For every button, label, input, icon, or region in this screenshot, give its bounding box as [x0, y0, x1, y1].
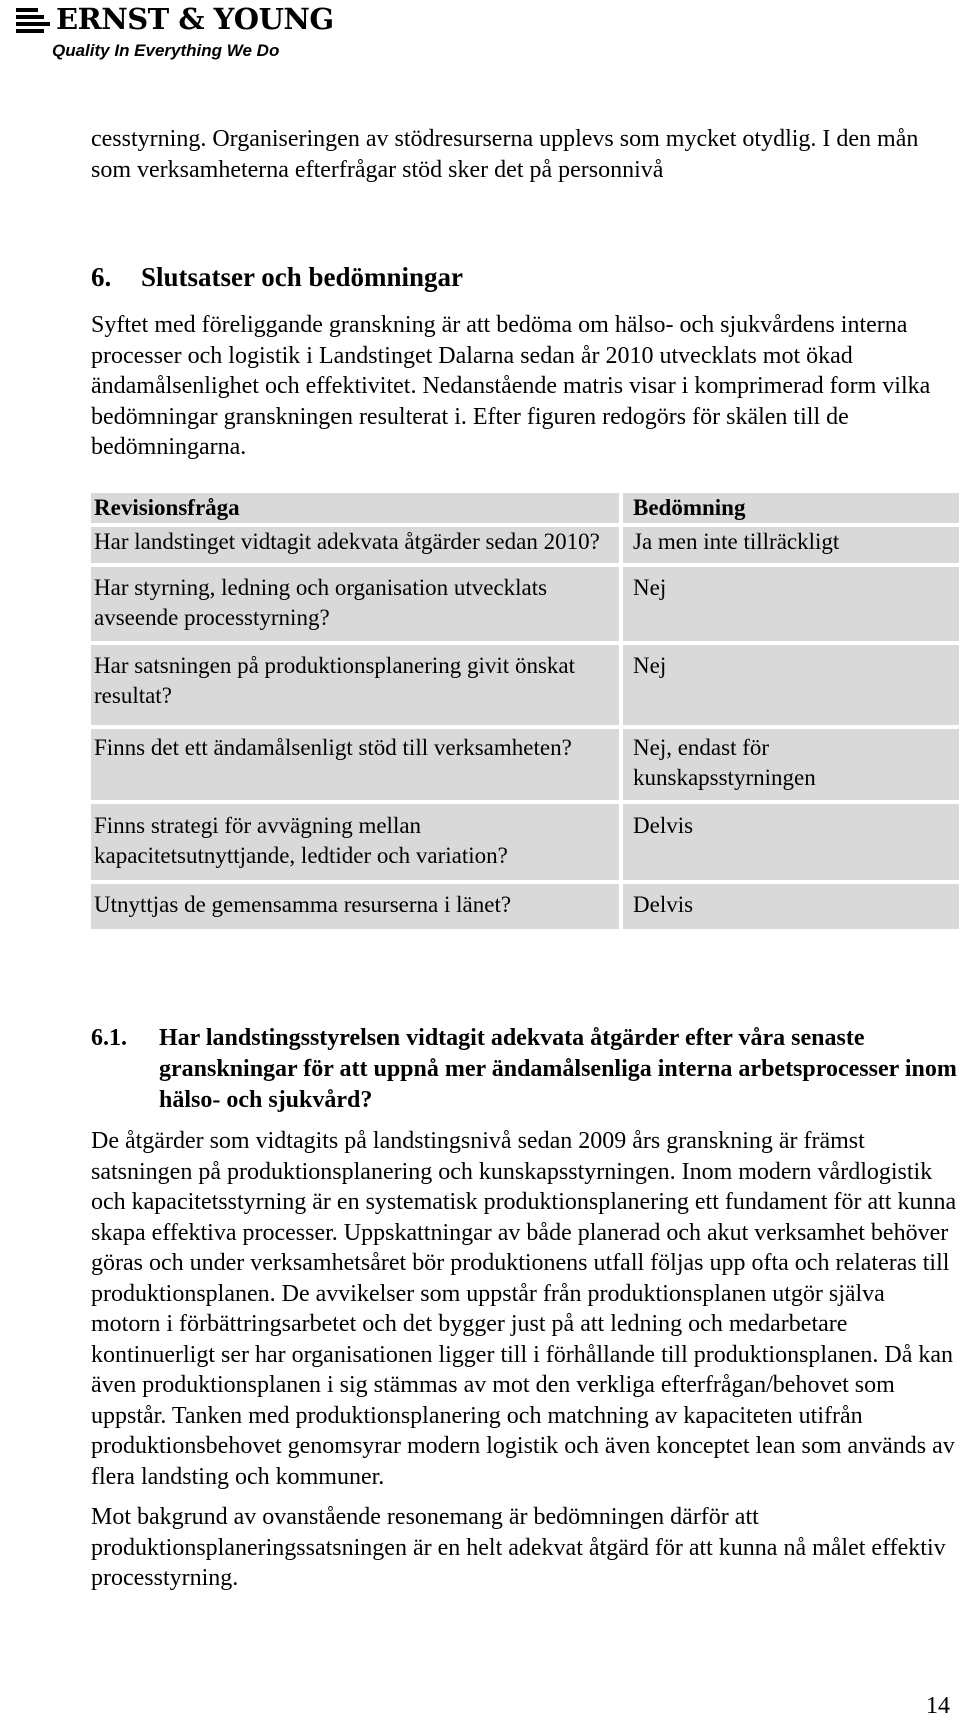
assessment-table — [91, 493, 959, 933]
table-cell-question: Utnyttjas de gemensamma resurserna i länet? — [91, 884, 619, 929]
table-row — [91, 804, 959, 880]
company-name: ERNST & YOUNG — [56, 2, 334, 36]
subsection-heading — [91, 1023, 957, 1116]
section-heading — [91, 262, 463, 293]
section-number: 6. — [91, 262, 112, 292]
subsection-title: Har landstingsstyrelsen vidtagit adekvata åtgärder efter våra senaste granskningar för att uppnå mer ändamålsenliga interna arbetsprocesser inom hälso- och sjukvård? — [159, 1025, 957, 1113]
subsection-paragraph-1: De åtgärder som vidtagits på landstingsnivå sedan 2009 års granskning är främst satsningen på produktionsplanering och kunskapsstyrningen. Inom modern vårdlogistik och kapacitetsstyrning är en systematisk produktionsplanering ett fundament för att kunna skapa effektiva processer. Uppskattningar av både planerad och akut verksamhet behöver göras och under verksamhetsåret bör produktionens utfall följas upp ofta och relateras till produktionsplanen. De avvikelser som uppstår från produktionsplanen utgör själva motorn i förbättringsarbetet och det bygger just på att ledning och medarbetare kontinuerligt ser har organisationen ligger till i förhållande till produktionsplanen. Då kan även produktionsplanen i sig stämmas av mot den verkliga efterfrågan/behovet som uppstår. Tanken med produktionsplanering och matchning av kapaciteten utifrån produktionsbehovet genomsyrar modern logistik och även konceptet lean som används av flera landsting och kommuner. — [91, 1128, 957, 1490]
table-cell-assessment: Delvis — [623, 804, 959, 880]
subsection-paragraph-2: Mot bakgrund av ovanstående resonemang är bedömningen därför att produktionsplaneringssatsningen är en helt adekvat åtgärd för att kunna nå målet effektiv processtyrning. — [91, 1504, 946, 1591]
table-cell-assessment: Nej — [623, 645, 959, 725]
section-title: Slutsatser och bedömningar — [141, 262, 464, 292]
table-cell-question: Finns det ett ändamålsenligt stöd till verksamheten? — [91, 729, 619, 800]
table-header-row — [91, 493, 959, 523]
table-cell-question: Finns strategi för avvägning mellan kapacitetsutnyttjande, ledtider och variation? — [91, 804, 619, 880]
company-tagline: Quality In Everything We Do — [52, 41, 280, 60]
page-number: 14 — [926, 1693, 950, 1719]
table-cell-question: Har styrning, ledning och organisation utvecklats avseende processtyrning? — [91, 567, 619, 641]
table-cell-assessment: Ja men inte tillräckligt — [623, 527, 959, 563]
table-row — [91, 884, 959, 929]
table-cell-assessment: Nej, endast för kunskapsstyrningen — [623, 729, 959, 800]
table-header-question: Revisionsfråga — [91, 493, 619, 523]
table-row — [91, 729, 959, 800]
table-cell-question: Har satsningen på produktionsplanering givit önskat resultat? — [91, 645, 619, 725]
table-row — [91, 527, 959, 563]
subsection-number: 6.1. — [91, 1025, 127, 1051]
intro-paragraph: cesstyrning. Organiseringen av stödresurserna upplevs som mycket otydlig. I den mån som verksamheterna efterfrågar stöd sker det på personnivå — [91, 126, 919, 183]
table-cell-assessment: Delvis — [623, 884, 959, 929]
section-body: Syftet med föreliggande granskning är att bedöma om hälso- och sjukvårdens interna processer och logistik i Landstinget Dalarna sedan år 2010 utvecklats mot ökad ändamålsenlighet och effektivitet. Nedanstående matris visar i komprimerad form vilka bedömningar granskningen resulterat i. Efter figuren redogörs för skälen till de bedömningarna. — [91, 312, 931, 460]
table-row — [91, 645, 959, 725]
table-row — [91, 567, 959, 641]
company-logo — [16, 2, 334, 64]
table-cell-question: Har landstinget vidtagit adekvata åtgärder sedan 2010? — [91, 527, 619, 563]
logo-bars-icon — [16, 8, 50, 32]
table-cell-assessment: Nej — [623, 567, 959, 641]
table-header-assessment: Bedömning — [623, 493, 959, 523]
